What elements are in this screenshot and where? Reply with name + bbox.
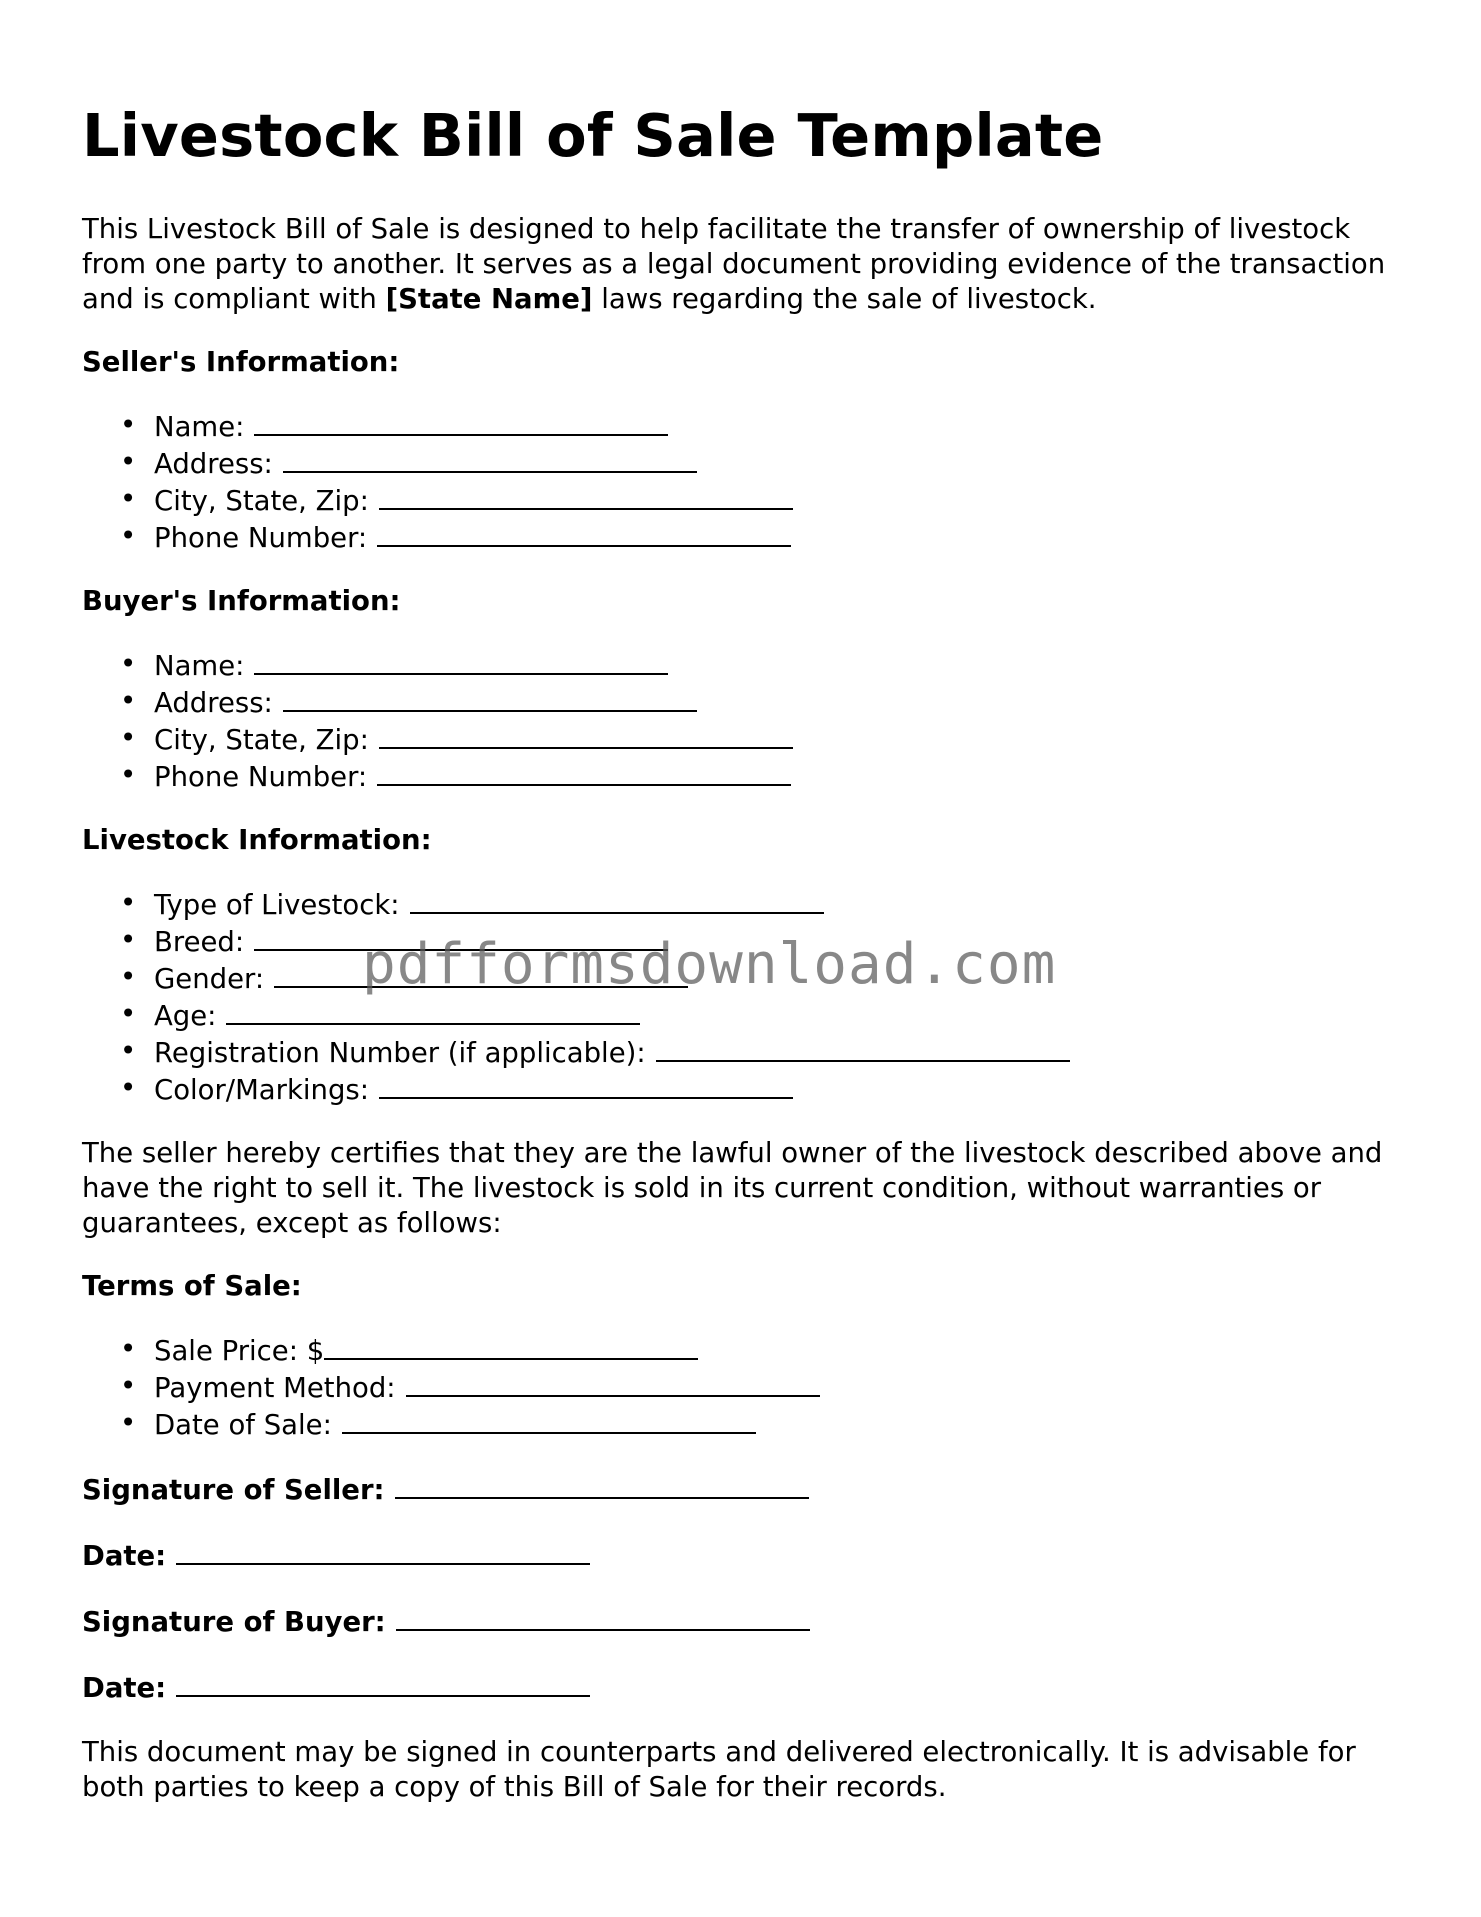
bullet-icon: • xyxy=(120,520,137,552)
seller-date-line xyxy=(82,1537,1412,1574)
seller-certification-paragraph: The seller hereby certifies that they are the lawful owner of the livestock described above and have the right to sell it. The livestock is sold in its current condition, without warranties or guarantees, except as follows: xyxy=(82,1137,1383,1239)
payment-method-field xyxy=(82,1369,1412,1406)
field-label: Registration Number (if applicable): xyxy=(154,1037,646,1069)
bullet-icon: • xyxy=(120,648,137,680)
buyer-signature-label: Signature of Buyer: xyxy=(82,1606,386,1638)
terms-section-heading: Terms of Sale: xyxy=(82,1270,302,1302)
date-of-sale-field xyxy=(82,1406,1412,1443)
seller-phone-blank[interactable] xyxy=(377,519,791,547)
bullet-icon: • xyxy=(120,887,137,919)
field-label: Address: xyxy=(154,687,273,719)
buyer-date-line xyxy=(82,1669,1412,1706)
field-label: Phone Number: xyxy=(154,761,368,793)
buyer-address-field xyxy=(82,684,1412,721)
field-label: Address: xyxy=(154,448,273,480)
sale-price-field xyxy=(82,1332,1412,1369)
buyer-date-label: Date: xyxy=(82,1672,167,1704)
buyer-field-list xyxy=(82,647,1412,795)
buyer-section-heading: Buyer's Information: xyxy=(82,585,401,617)
bullet-icon: • xyxy=(120,1370,137,1402)
buyer-signature-line xyxy=(82,1603,1412,1640)
bullet-icon: • xyxy=(120,924,137,956)
seller-address-blank[interactable] xyxy=(283,445,697,473)
field-label: Sale Price: $ xyxy=(154,1335,325,1367)
bullet-icon: • xyxy=(120,483,137,515)
bullet-icon: • xyxy=(120,998,137,1030)
bullet-icon: • xyxy=(120,446,137,478)
livestock-type-blank[interactable] xyxy=(410,886,824,914)
field-label: Payment Method: xyxy=(154,1372,396,1404)
bullet-icon: • xyxy=(120,1407,137,1439)
livestock-age-field xyxy=(82,997,1412,1034)
state-name-placeholder: [State Name] xyxy=(385,283,593,315)
field-label: Name: xyxy=(154,411,245,443)
bullet-icon: • xyxy=(120,722,137,754)
buyer-phone-field xyxy=(82,758,1412,795)
field-label: City, State, Zip: xyxy=(154,485,369,517)
livestock-color-markings-field xyxy=(82,1071,1412,1108)
seller-date-blank[interactable] xyxy=(176,1537,590,1565)
intro-text-end: laws regarding the sale of livestock. xyxy=(592,283,1097,315)
field-label: Type of Livestock: xyxy=(154,889,400,921)
seller-section-heading: Seller's Information: xyxy=(82,346,400,378)
livestock-color-markings-blank[interactable] xyxy=(379,1071,793,1099)
field-label: Age: xyxy=(154,1000,217,1032)
sale-price-blank[interactable] xyxy=(324,1332,698,1360)
bullet-icon: • xyxy=(120,961,137,993)
buyer-phone-blank[interactable] xyxy=(377,758,791,786)
bullet-icon: • xyxy=(120,1333,137,1365)
bullet-icon: • xyxy=(120,409,137,441)
seller-signature-blank[interactable] xyxy=(395,1471,809,1499)
field-label: City, State, Zip: xyxy=(154,724,369,756)
livestock-registration-blank[interactable] xyxy=(656,1034,1070,1062)
seller-city-state-zip-blank[interactable] xyxy=(379,482,793,510)
page-title: Livestock Bill of Sale Template xyxy=(82,101,1104,170)
field-label: Gender: xyxy=(154,963,265,995)
field-label: Breed: xyxy=(154,926,245,958)
seller-signature-line xyxy=(82,1471,1412,1508)
payment-method-blank[interactable] xyxy=(406,1369,820,1397)
seller-name-field xyxy=(82,408,1412,445)
seller-phone-field xyxy=(82,519,1412,556)
buyer-name-blank[interactable] xyxy=(254,647,668,675)
seller-city-state-zip-field xyxy=(82,482,1412,519)
buyer-signature-blank[interactable] xyxy=(396,1603,810,1631)
bullet-icon: • xyxy=(120,1072,137,1104)
buyer-city-state-zip-field xyxy=(82,721,1412,758)
field-label: Name: xyxy=(154,650,245,682)
footer-paragraph: This document may be signed in counterparts and delivered electronically. It is advisable for both parties to keep a copy of this Bill of Sale for their records. xyxy=(82,1736,1356,1803)
buyer-city-state-zip-blank[interactable] xyxy=(379,721,793,749)
livestock-field-list xyxy=(82,886,1412,1108)
field-label: Date of Sale: xyxy=(154,1409,332,1441)
intro-text-start: This Livestock Bill of Sale is designed to help facilitate the transfer of ownership of livestock from one party to another. It serves as a legal document providing evidence of the transaction and is compliant with xyxy=(82,213,1386,315)
field-label: Color/Markings: xyxy=(154,1074,369,1106)
bullet-icon: • xyxy=(120,1035,137,1067)
intro-paragraph xyxy=(82,212,1412,317)
livestock-age-blank[interactable] xyxy=(226,997,640,1025)
seller-signature-label: Signature of Seller: xyxy=(82,1474,385,1506)
seller-date-label: Date: xyxy=(82,1540,167,1572)
seller-address-field xyxy=(82,445,1412,482)
buyer-name-field xyxy=(82,647,1412,684)
livestock-registration-field xyxy=(82,1034,1412,1071)
buyer-address-blank[interactable] xyxy=(283,684,697,712)
date-of-sale-blank[interactable] xyxy=(342,1406,756,1434)
seller-field-list xyxy=(82,408,1412,556)
seller-name-blank[interactable] xyxy=(254,408,668,436)
bullet-icon: • xyxy=(120,685,137,717)
livestock-type-field xyxy=(82,886,1412,923)
watermark-text: pdfformsdownload.com xyxy=(362,932,1057,997)
field-label: Phone Number: xyxy=(154,522,368,554)
livestock-section-heading: Livestock Information: xyxy=(82,824,432,856)
buyer-date-blank[interactable] xyxy=(176,1669,590,1697)
bullet-icon: • xyxy=(120,759,137,791)
terms-field-list xyxy=(82,1332,1412,1443)
